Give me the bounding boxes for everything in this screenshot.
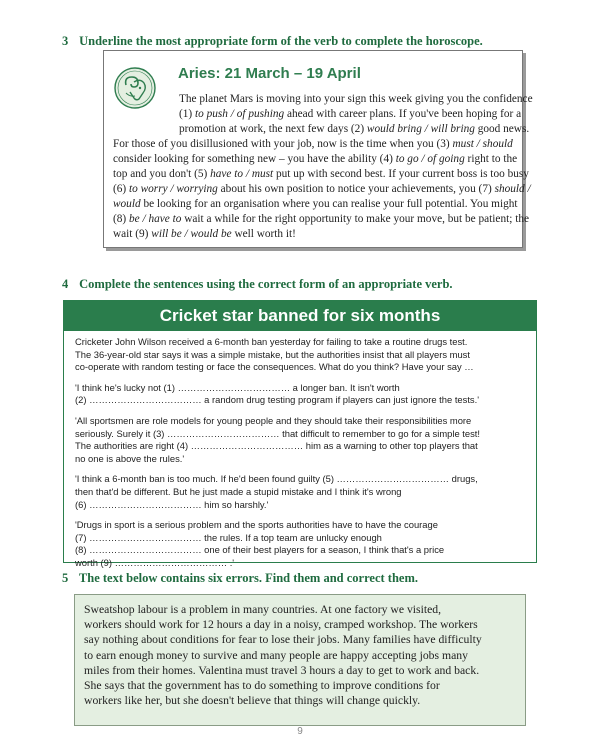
verb-options[interactable]: to go / of going — [395, 153, 465, 165]
article-title: Cricket star banned for six months — [64, 301, 536, 331]
text-segment: promotion at work, the next few days (2) — [179, 123, 367, 135]
task-4-number: 4 — [62, 277, 69, 291]
verb-options[interactable]: should / — [494, 183, 531, 195]
sweatshop-line: She says that the government has to do something to improve conditions for — [84, 679, 440, 693]
horoscope-line — [113, 212, 530, 227]
sweatshop-line: Sweatshop labour is a problem in many countries. At one factory we visited, — [84, 603, 442, 616]
article-line: 'Drugs in sport is a serious problem and the sports authorities have to have the courage — [75, 519, 438, 531]
article-body — [64, 331, 536, 570]
task-5-number: 5 — [62, 571, 69, 585]
verb-options[interactable]: to worry / worrying — [129, 183, 218, 195]
article-line: 'All sportsmen are role models for young people and they should take their responsibilities more — [75, 414, 472, 426]
sweatshop-line: workers should work for 12 hours a day in a noisy, cramped workshop. The workers — [84, 618, 478, 632]
text-segment: (1) — [179, 108, 195, 120]
horoscope-line — [113, 92, 533, 107]
task-5-heading — [62, 571, 418, 586]
cricket-article — [63, 300, 537, 568]
article-line: co-operate with random testing or face the consequences. What do you think? Have your say … — [75, 361, 474, 373]
sweatshop-line: miles from their homes. Valentina must travel 3 hours a day to get to work and back. — [84, 663, 480, 677]
article-line: (8) ……………………………… one of their best players for a season, I think that's a price — [75, 544, 445, 556]
article-line: 'I think a 6-month ban is too much. If he'd been found guilty (5) ……………………………… drugs, — [75, 473, 478, 485]
text-segment: put up with second best. If your current boss is too busy — [273, 168, 529, 180]
task-5-instruction: The text below contains six errors. Find them and correct them. — [78, 571, 418, 585]
task-3-heading — [62, 34, 483, 49]
reader-comment — [75, 415, 526, 465]
article-line: The 36-year-old star says it was a simple mistake, but the authorities insist that all players must — [75, 348, 470, 360]
reader-comment — [75, 382, 526, 407]
text-segment: be looking for an organisation where you can realise your full potential. You might — [140, 198, 518, 210]
sweatshop-line: say nothing about conditions for fear to lose their jobs. Many families have difficulty — [84, 633, 482, 647]
horoscope-line — [113, 227, 515, 242]
horoscope-line — [113, 137, 515, 152]
text-segment: The planet Mars is moving into your sign this week giving you the confidence — [179, 93, 533, 105]
text-segment: (6) — [113, 183, 129, 195]
article-line: (2) ……………………………… a random drug testing program if players can just ignore the tests.' — [75, 394, 480, 406]
article-line: worth (9) ……………………………… .' — [75, 556, 235, 568]
text-segment: wait a while for the right opportunity to make your move, but be patient; the — [181, 213, 530, 225]
horoscope-title: Aries: 21 March – 19 April — [178, 65, 361, 82]
sweatshop-text — [84, 602, 482, 708]
article-line: Cricketer John Wilson received a 6-month ban yesterday for failing to take a routine drugs test. — [75, 336, 468, 347]
horoscope-line — [113, 152, 518, 167]
horoscope-line — [113, 197, 518, 212]
article-line: (6) ……………………………… him so harshly.' — [75, 498, 269, 510]
text-segment: For those of you disillusioned with your job, now is the time when you (3) — [113, 138, 453, 150]
verb-options[interactable]: to push / of pushing — [195, 108, 285, 120]
text-segment: right to the — [464, 153, 518, 165]
reader-comment — [75, 473, 526, 511]
task-3-instruction: Underline the most appropriate form of the verb to complete the horoscope. — [79, 34, 483, 48]
article-line: then that'd be different. But he just made a stupid mistake and I think it's wrong — [75, 485, 402, 497]
text-segment: top and you don't (5) — [113, 168, 211, 180]
verb-options[interactable]: have to / must — [210, 168, 274, 180]
verb-options[interactable]: will be / would be — [151, 228, 232, 240]
verb-options[interactable]: must / should — [452, 138, 513, 150]
article-line: seriously. Surely it (3) ……………………………… that difficult to remember to go for a simple test! — [75, 427, 480, 439]
article-line: 'I think he's lucky not (1) ……………………………… a longer ban. It isn't worth — [75, 381, 400, 393]
article-line: (7) ……………………………… the rules. If a top team are unlucky enough — [75, 531, 382, 543]
horoscope-line — [113, 107, 522, 122]
text-segment: good news. — [474, 123, 530, 135]
article-line: The authorities are right (4) ……………………………… him as a warning to other top players that — [75, 440, 478, 452]
horoscope-line — [113, 167, 529, 182]
reader-comment — [75, 519, 526, 569]
text-segment: (8) — [113, 213, 129, 225]
task-4-instruction: Complete the sentences using the correct form of an appropriate verb. — [79, 277, 453, 291]
horoscope-text — [113, 92, 533, 242]
sweatshop-line: to earn enough money to survive and many people are happy accepting jobs many — [84, 648, 468, 662]
task-3-number: 3 — [62, 34, 69, 48]
task-4-heading — [62, 277, 453, 292]
verb-options[interactable]: be / have to — [129, 213, 182, 225]
text-segment: well worth it! — [231, 228, 296, 240]
horoscope-line — [113, 182, 531, 197]
text-segment: consider looking for something new – you have the ability (4) — [113, 153, 396, 165]
text-segment: ahead with career plans. If you've been hoping for a — [284, 108, 522, 120]
sweatshop-line: workers like her, but she doesn't believe that things will change quickly. — [84, 694, 421, 708]
sweatshop-text-box — [74, 594, 526, 726]
text-segment: wait (9) — [113, 228, 152, 240]
horoscope-line — [113, 122, 530, 137]
page-number: 9 — [297, 726, 303, 737]
article-intro — [75, 336, 526, 374]
horoscope-box — [103, 50, 533, 248]
verb-options[interactable]: would — [113, 198, 141, 210]
article-line: no one is above the rules.' — [75, 452, 185, 464]
verb-options[interactable]: would bring / will bring — [366, 123, 475, 135]
text-segment: about his own position to notice your achievements, you (7) — [217, 183, 495, 195]
